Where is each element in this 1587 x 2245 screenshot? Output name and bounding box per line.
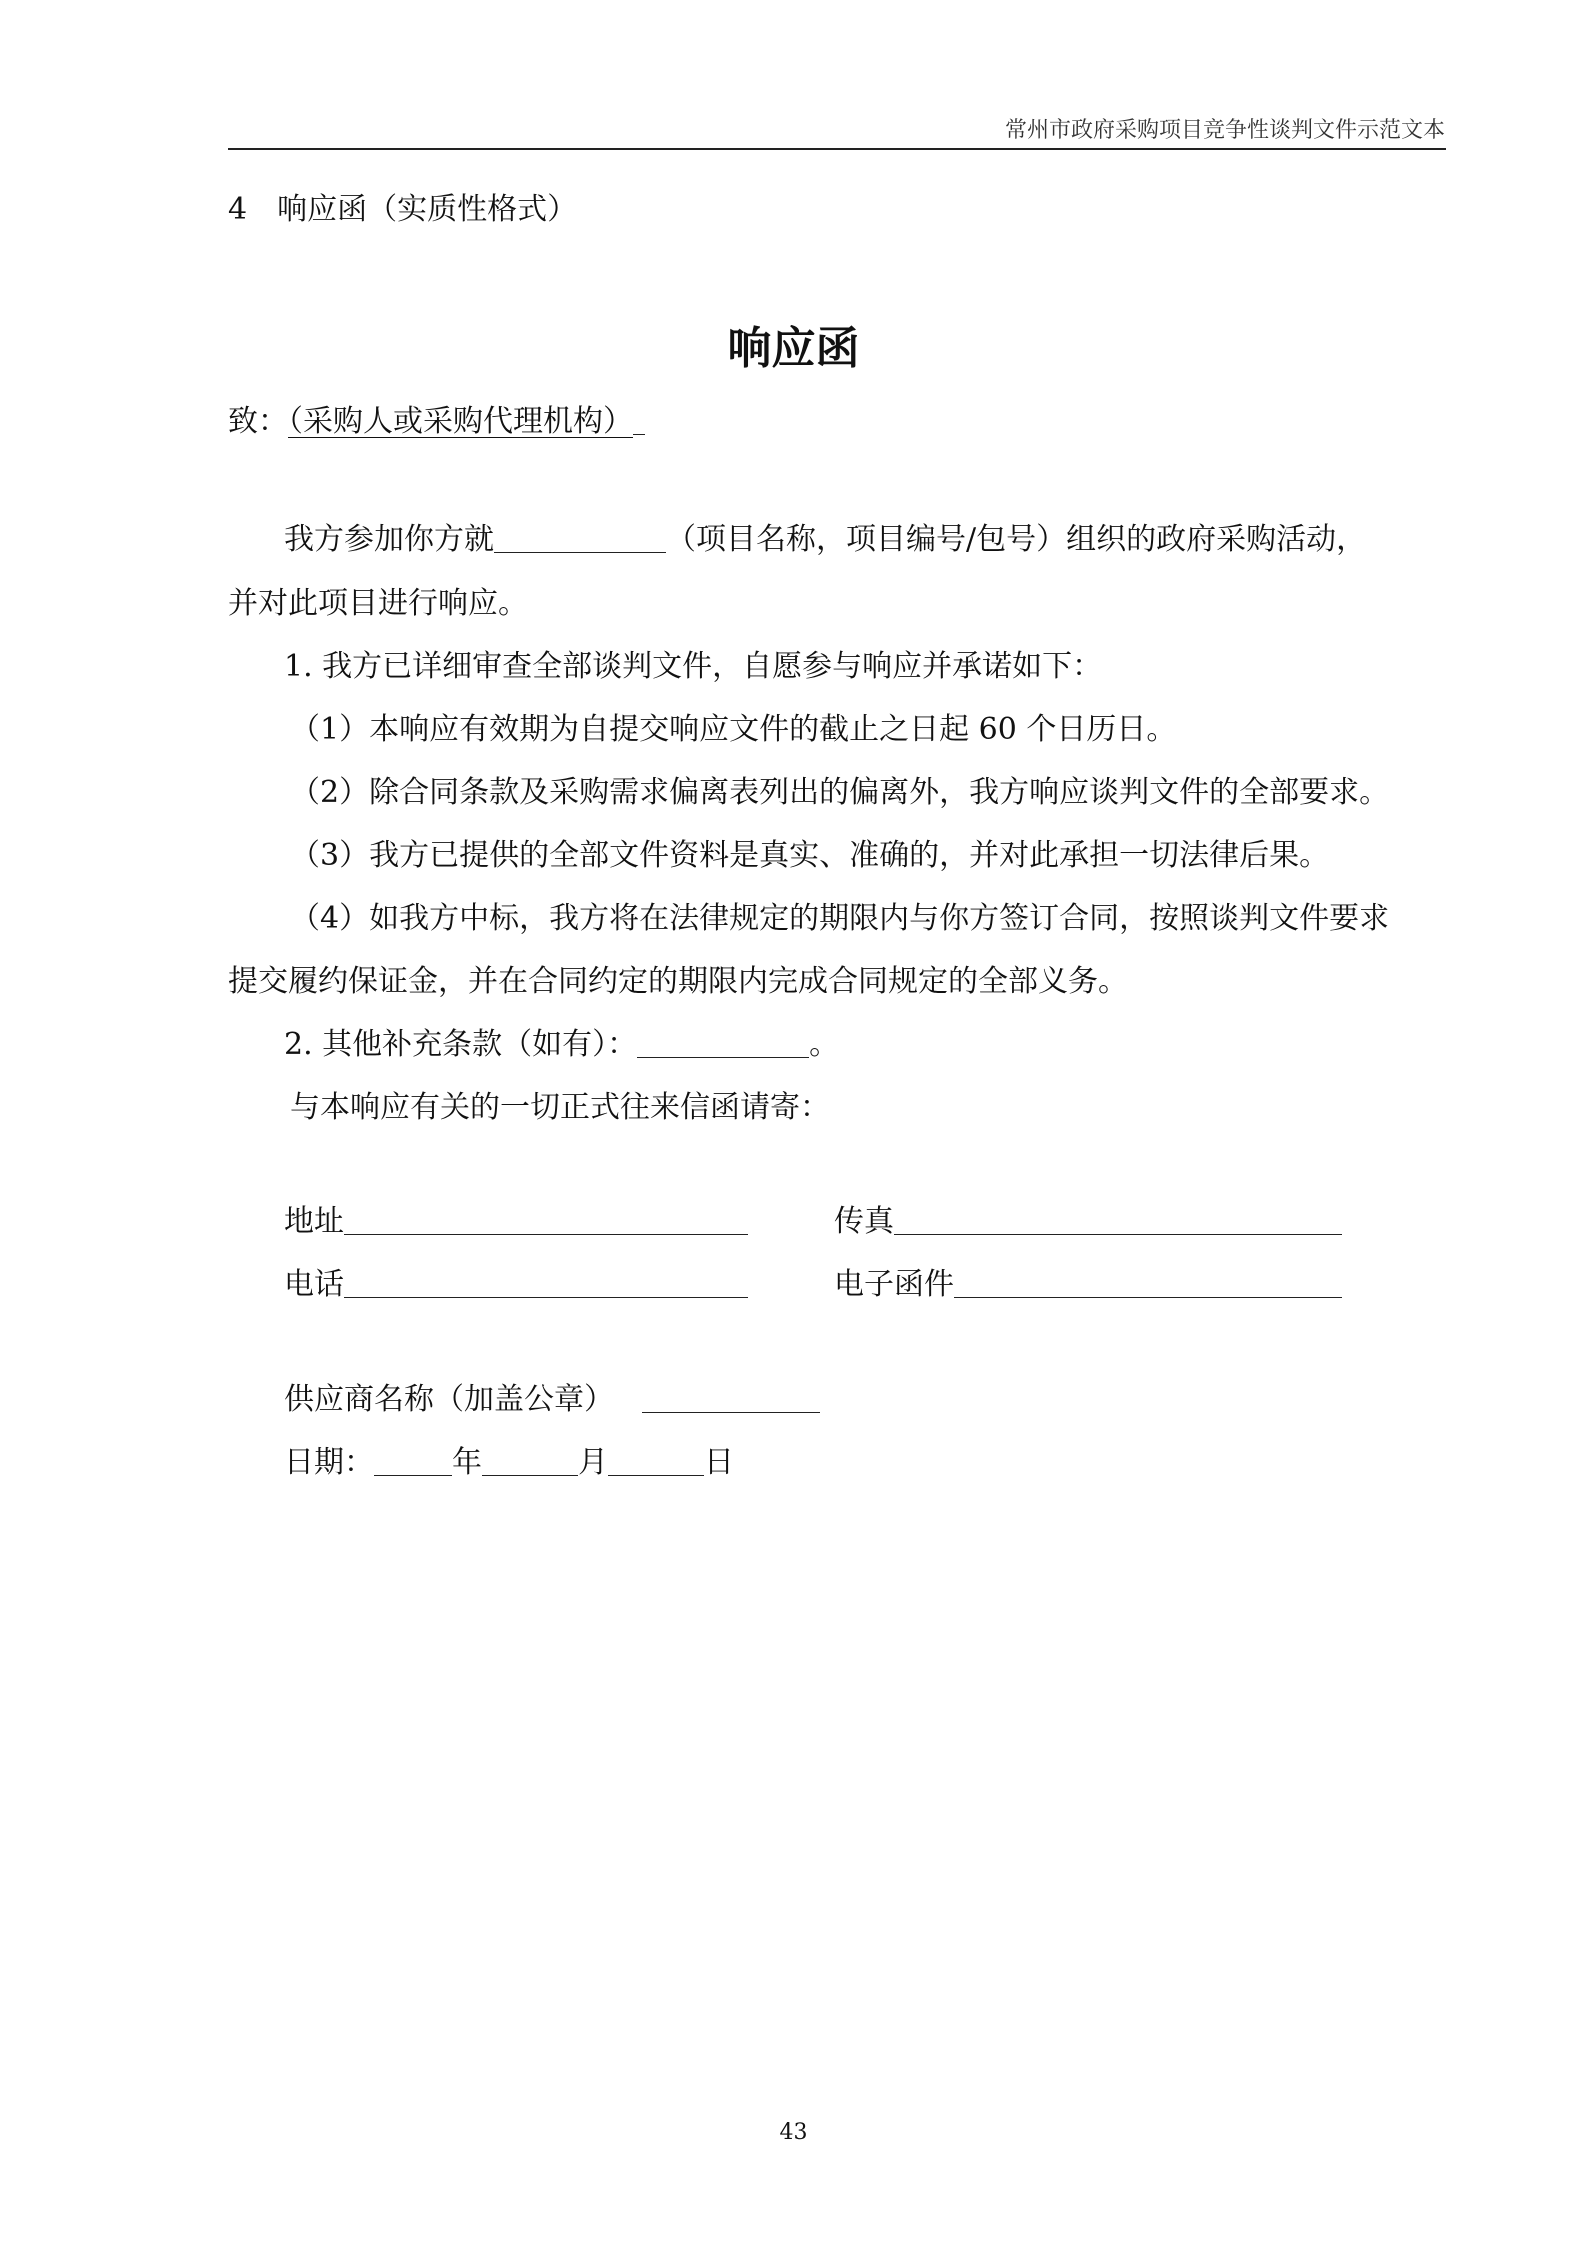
email-label: 电子函件	[834, 1267, 954, 1302]
to-label: 致：	[228, 404, 288, 439]
page-number: 43	[779, 2120, 808, 2145]
supplier-label: 供应商名称（加盖公章）	[284, 1382, 614, 1417]
email-field	[834, 1265, 1342, 1305]
address-label: 地址	[284, 1204, 344, 1239]
item-2: 2. 其他补充条款（如有）： 。	[284, 1027, 840, 1062]
fax-label: 传真	[834, 1204, 894, 1239]
section-heading: 4 响应函（实质性格式）	[228, 192, 578, 227]
contact-intro: 与本响应有关的一切正式往来信函请寄：	[290, 1090, 830, 1125]
supplier-field	[284, 1380, 820, 1420]
address-blank	[344, 1202, 748, 1235]
letter-title: 响应函	[727, 323, 860, 374]
project-name-blank	[494, 520, 666, 553]
header-rule	[228, 148, 1446, 150]
phone-field	[284, 1265, 748, 1305]
recipient-field: （采购人或采购代理机构）	[288, 404, 633, 439]
sub-item-3: （3）我方已提供的全部文件资料是真实、准确的，并对此承担一切法律后果。	[290, 838, 1330, 873]
sub-item-4-line-1: （4）如我方中标，我方将在法律规定的期限内与你方签订合同，按照谈判文件要求	[290, 901, 1390, 936]
fax-blank	[894, 1202, 1342, 1235]
supplementary-terms-blank	[637, 1025, 809, 1058]
phone-blank	[344, 1265, 748, 1298]
sub-item-1: （1）本响应有效期为自提交响应文件的截止之日起 60 个日历日。	[290, 712, 1177, 747]
day-blank	[608, 1443, 704, 1476]
month-blank	[482, 1443, 578, 1476]
recipient-underline-tail	[633, 402, 645, 435]
year-blank	[374, 1443, 452, 1476]
address-field	[284, 1202, 748, 1242]
date-label: 日期：	[284, 1445, 374, 1480]
phone-label: 电话	[284, 1267, 344, 1302]
paragraph-1-line-1: 我方参加你方就 （项目名称，项目编号/包号）组织的政府采购活动，	[284, 522, 1367, 557]
email-blank	[954, 1265, 1342, 1298]
sub-item-2: （2）除合同条款及采购需求偏离表列出的偏离外，我方响应谈判文件的全部要求。	[290, 775, 1390, 810]
item-1: 1. 我方已详细审查全部谈判文件，自愿参与响应并承诺如下：	[284, 649, 1103, 684]
date-field: 日期： 年 月 日	[284, 1445, 734, 1480]
fax-field	[834, 1202, 1342, 1242]
sub-item-4-line-2: 提交履约保证金，并在合同约定的期限内完成合同规定的全部义务。	[228, 964, 1128, 999]
running-header: 常州市政府采购项目竞争性谈判文件示范文本	[1004, 118, 1445, 143]
paragraph-1-line-2: 并对此项目进行响应。	[228, 586, 528, 621]
recipient-line	[228, 402, 645, 442]
supplier-blank	[642, 1380, 820, 1413]
